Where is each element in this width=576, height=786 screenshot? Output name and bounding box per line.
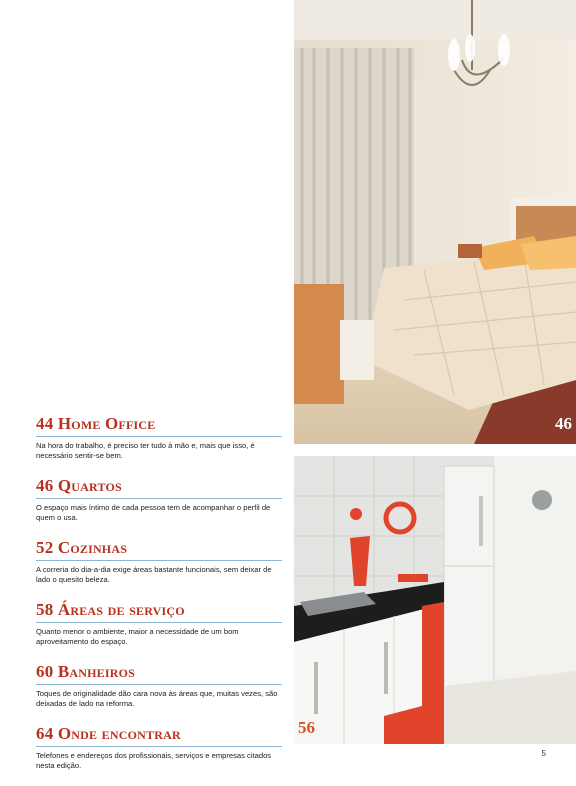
divider [36,684,282,685]
toc-heading: 52 Cozinhas [36,538,128,557]
toc-entry-home-office[interactable] [36,414,282,461]
toc-heading: 64 Onde encontrar [36,724,181,743]
toc-description: Quanto menor o ambiente, maior a necessidade de um bom aproveitamento do espaço. [36,627,239,646]
toc-description: Na hora do trabalho, é preciso ter tudo à mão e, mais que isso, é necessário sentir-se bem. [36,441,255,460]
toc-entry-areas-de-servico[interactable] [36,600,282,647]
kitchen-photo [294,456,576,744]
toc-heading: 58 Áreas de serviço [36,600,185,619]
toc-description: A correria do dia-a-dia exige áreas bastante funcionais, sem deixar de lado o quesito beleza. [36,565,272,584]
toc-description: O espaço mais íntimo de cada pessoa tem de acompanhar o perfil de quem o usa. [36,503,271,522]
table-of-contents [36,414,282,786]
bedroom-photo [294,0,576,444]
toc-entry-cozinhas[interactable] [36,538,282,585]
kitchen-illustration [294,456,576,744]
divider [36,622,282,623]
divider [36,436,282,437]
toc-description: Toques de originalidade dão cara nova às áreas que, muitas vezes, são deixadas de lado na reforma. [36,689,278,708]
bedroom-illustration [294,0,576,444]
toc-heading: 60 Banheiros [36,662,136,681]
toc-entry-quartos[interactable] [36,476,282,523]
divider [36,560,282,561]
page-number: 5 [541,749,546,758]
divider [36,746,282,747]
toc-heading: 46 Quartos [36,476,122,495]
divider [36,498,282,499]
photo-page-label: 46 [555,414,572,433]
photo-page-label: 56 [298,718,315,737]
toc-description: Telefones e endereços dos profissionais, serviços e empresas citados nesta edição. [36,751,272,770]
toc-entry-banheiros[interactable] [36,662,282,709]
toc-entry-onde-encontrar[interactable] [36,724,282,771]
toc-heading: 44 Home Office [36,414,156,433]
